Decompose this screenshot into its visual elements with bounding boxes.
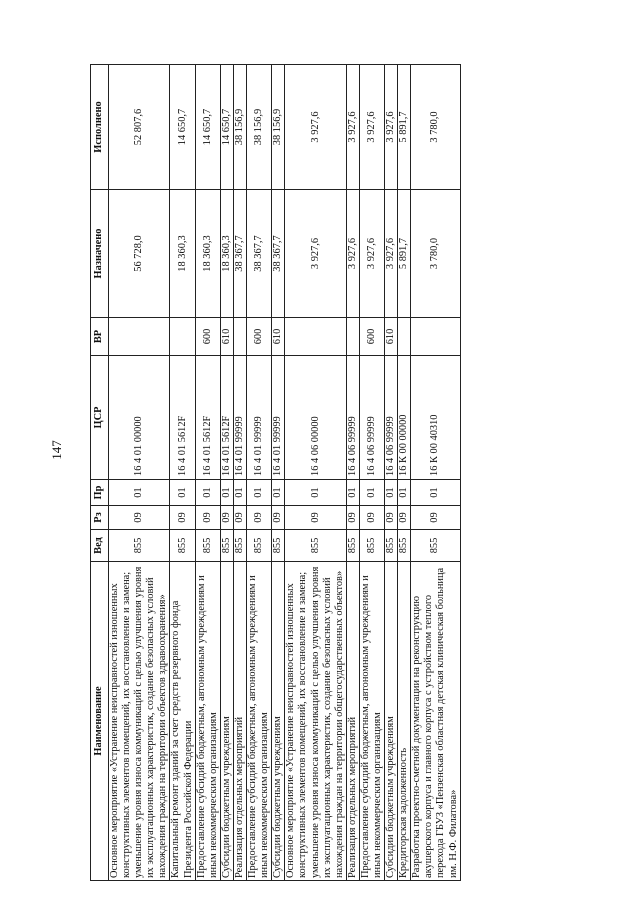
cell-pr: 01 — [285, 480, 346, 506]
cell-assigned: 38 367,7 — [247, 190, 272, 318]
cell-ved: 855 — [195, 530, 220, 562]
cell-name: Предоставление субсидий бюджетным, автономным учреждениям и иным некоммерческим организациям — [195, 562, 220, 881]
table-row — [385, 65, 398, 881]
cell-executed: 3 927,6 — [359, 65, 384, 190]
cell-csr: 16 К 00 00000 — [398, 356, 411, 480]
cell-pr: 01 — [220, 480, 233, 506]
cell-pr: 01 — [233, 480, 246, 506]
table-row — [272, 65, 285, 881]
table-row — [109, 65, 170, 881]
table-row — [346, 65, 359, 881]
page-number: 147 — [49, 440, 64, 460]
cell-vr — [233, 318, 246, 356]
cell-executed: 38 156,9 — [233, 65, 246, 190]
cell-pr: 01 — [170, 480, 195, 506]
cell-pr: 01 — [398, 480, 411, 506]
table-row — [285, 65, 346, 881]
table-row — [195, 65, 220, 881]
cell-rz: 09 — [272, 506, 285, 530]
cell-ved: 855 — [385, 530, 398, 562]
cell-vr — [109, 318, 170, 356]
cell-executed: 52 807,6 — [109, 65, 170, 190]
cell-vr: 610 — [220, 318, 233, 356]
cell-csr: 16 4 06 99999 — [359, 356, 384, 480]
cell-pr: 01 — [109, 480, 170, 506]
cell-pr: 01 — [346, 480, 359, 506]
header-assigned: Назначено — [91, 190, 109, 318]
cell-csr: 16 4 01 99999 — [233, 356, 246, 480]
cell-rz: 09 — [195, 506, 220, 530]
cell-vr — [411, 318, 460, 356]
header-pr: Пр — [91, 480, 109, 506]
cell-pr: 01 — [359, 480, 384, 506]
cell-csr: 16 4 01 99999 — [272, 356, 285, 480]
table-row — [411, 65, 460, 881]
cell-ved: 855 — [233, 530, 246, 562]
cell-pr: 01 — [195, 480, 220, 506]
cell-name: Реализация отдельных мероприятий — [233, 562, 246, 881]
cell-executed: 3 780,0 — [411, 65, 460, 190]
cell-rz: 09 — [170, 506, 195, 530]
cell-assigned: 38 367,7 — [233, 190, 246, 318]
cell-executed: 3 927,6 — [385, 65, 398, 190]
cell-assigned: 56 728,0 — [109, 190, 170, 318]
table-row — [170, 65, 195, 881]
cell-vr: 600 — [247, 318, 272, 356]
cell-assigned: 3 927,6 — [385, 190, 398, 318]
cell-assigned: 3 927,6 — [346, 190, 359, 318]
cell-csr: 16 4 01 00000 — [109, 356, 170, 480]
cell-rz: 09 — [346, 506, 359, 530]
cell-csr: 16 К 00 40310 — [411, 356, 460, 480]
table-row — [220, 65, 233, 881]
header-ved: Вед — [91, 530, 109, 562]
cell-executed: 14 650,7 — [170, 65, 195, 190]
cell-ved: 855 — [170, 530, 195, 562]
cell-name: Предоставление субсидий бюджетным, автономным учреждениям и иным некоммерческим организациям — [359, 562, 384, 881]
cell-vr: 600 — [195, 318, 220, 356]
cell-pr: 01 — [411, 480, 460, 506]
cell-name: Разработка проектно-сметной документации на реконструкцию акушерского корпуса и главного корпуса с устройством теплого перехода ГБУЗ «Пензенская областная детская клиническая больница им. Н.Ф. Филатова» — [411, 562, 460, 881]
cell-name: Реализация отдельных мероприятий — [346, 562, 359, 881]
cell-assigned: 18 360,3 — [195, 190, 220, 318]
cell-executed: 38 156,9 — [247, 65, 272, 190]
cell-rz: 09 — [247, 506, 272, 530]
cell-ved: 855 — [247, 530, 272, 562]
cell-csr: 16 4 01 5612F — [195, 356, 220, 480]
cell-name: Субсидии бюджетным учреждениям — [220, 562, 233, 881]
cell-assigned: 3 927,6 — [359, 190, 384, 318]
cell-vr: 610 — [272, 318, 285, 356]
cell-vr — [285, 318, 346, 356]
table-body — [109, 65, 461, 881]
cell-rz: 09 — [359, 506, 384, 530]
cell-csr: 16 4 06 99999 — [385, 356, 398, 480]
cell-ved: 855 — [285, 530, 346, 562]
budget-table — [90, 64, 461, 881]
cell-executed: 3 927,6 — [346, 65, 359, 190]
cell-rz: 09 — [411, 506, 460, 530]
cell-name: Предоставление субсидий бюджетным, автономным учреждениям и иным некоммерческим организациям — [247, 562, 272, 881]
cell-name: Субсидии бюджетным учреждениям — [385, 562, 398, 881]
budget-table-rotated — [90, 65, 600, 881]
cell-rz: 09 — [233, 506, 246, 530]
cell-ved: 855 — [359, 530, 384, 562]
cell-ved: 855 — [411, 530, 460, 562]
table-row — [359, 65, 384, 881]
cell-executed: 5 891,7 — [398, 65, 411, 190]
cell-assigned: 5 891,7 — [398, 190, 411, 318]
table-row — [247, 65, 272, 881]
cell-vr: 610 — [385, 318, 398, 356]
header-name: Наименование — [91, 562, 109, 881]
cell-vr: 600 — [359, 318, 384, 356]
cell-assigned: 38 367,7 — [272, 190, 285, 318]
table-row — [398, 65, 411, 881]
cell-name: Субсидии бюджетным учреждениям — [272, 562, 285, 881]
cell-pr: 01 — [385, 480, 398, 506]
cell-rz: 09 — [398, 506, 411, 530]
header-executed: Исполнено — [91, 65, 109, 190]
cell-name: Капитальный ремонт зданий за счет средств резервного фонда Президента Российской Федерации — [170, 562, 195, 881]
cell-assigned: 18 360,3 — [170, 190, 195, 318]
cell-csr: 16 4 01 5612F — [220, 356, 233, 480]
cell-rz: 09 — [109, 506, 170, 530]
cell-pr: 01 — [247, 480, 272, 506]
cell-csr: 16 4 01 99999 — [247, 356, 272, 480]
cell-assigned: 3 780,0 — [411, 190, 460, 318]
cell-executed: 14 650,7 — [220, 65, 233, 190]
cell-csr: 16 4 06 00000 — [285, 356, 346, 480]
header-vr: ВР — [91, 318, 109, 356]
cell-rz: 09 — [285, 506, 346, 530]
cell-rz: 09 — [220, 506, 233, 530]
cell-executed: 14 650,7 — [195, 65, 220, 190]
cell-vr — [398, 318, 411, 356]
cell-assigned: 18 360,3 — [220, 190, 233, 318]
cell-ved: 855 — [220, 530, 233, 562]
cell-assigned: 3 927,6 — [285, 190, 346, 318]
cell-csr: 16 4 06 99999 — [346, 356, 359, 480]
cell-pr: 01 — [272, 480, 285, 506]
cell-executed: 3 927,6 — [285, 65, 346, 190]
cell-vr — [346, 318, 359, 356]
table-row — [233, 65, 246, 881]
header-rz: Рз — [91, 506, 109, 530]
cell-name: Основное мероприятие «Устранение неисправностей изношенных конструктивных элементов помещений, их восстановление и замена; уменьшение уровня износа коммуникаций с целью улучшения уровня их эксплуатационных характеристик, создание безопасных условий нахождения граждан на территории общегосударственных объектов» — [285, 562, 346, 881]
cell-ved: 855 — [272, 530, 285, 562]
cell-name: Кредиторская задолженность — [398, 562, 411, 881]
cell-ved: 855 — [346, 530, 359, 562]
table-header-row — [91, 65, 109, 881]
cell-ved: 855 — [398, 530, 411, 562]
header-csr: ЦСР — [91, 356, 109, 480]
cell-csr: 16 4 01 5612F — [170, 356, 195, 480]
cell-name: Основное мероприятие «Устранение неисправностей изношенных конструктивных элементов помещений, их восстановление и замена; уменьшение уровня износа коммуникаций с целью улучшения уровня их эксплуатационных характеристик, создание безопасных условий нахождения граждан на территории объектов здравоохранения» — [109, 562, 170, 881]
cell-vr — [170, 318, 195, 356]
cell-ved: 855 — [109, 530, 170, 562]
cell-executed: 38 156,9 — [272, 65, 285, 190]
cell-rz: 09 — [385, 506, 398, 530]
